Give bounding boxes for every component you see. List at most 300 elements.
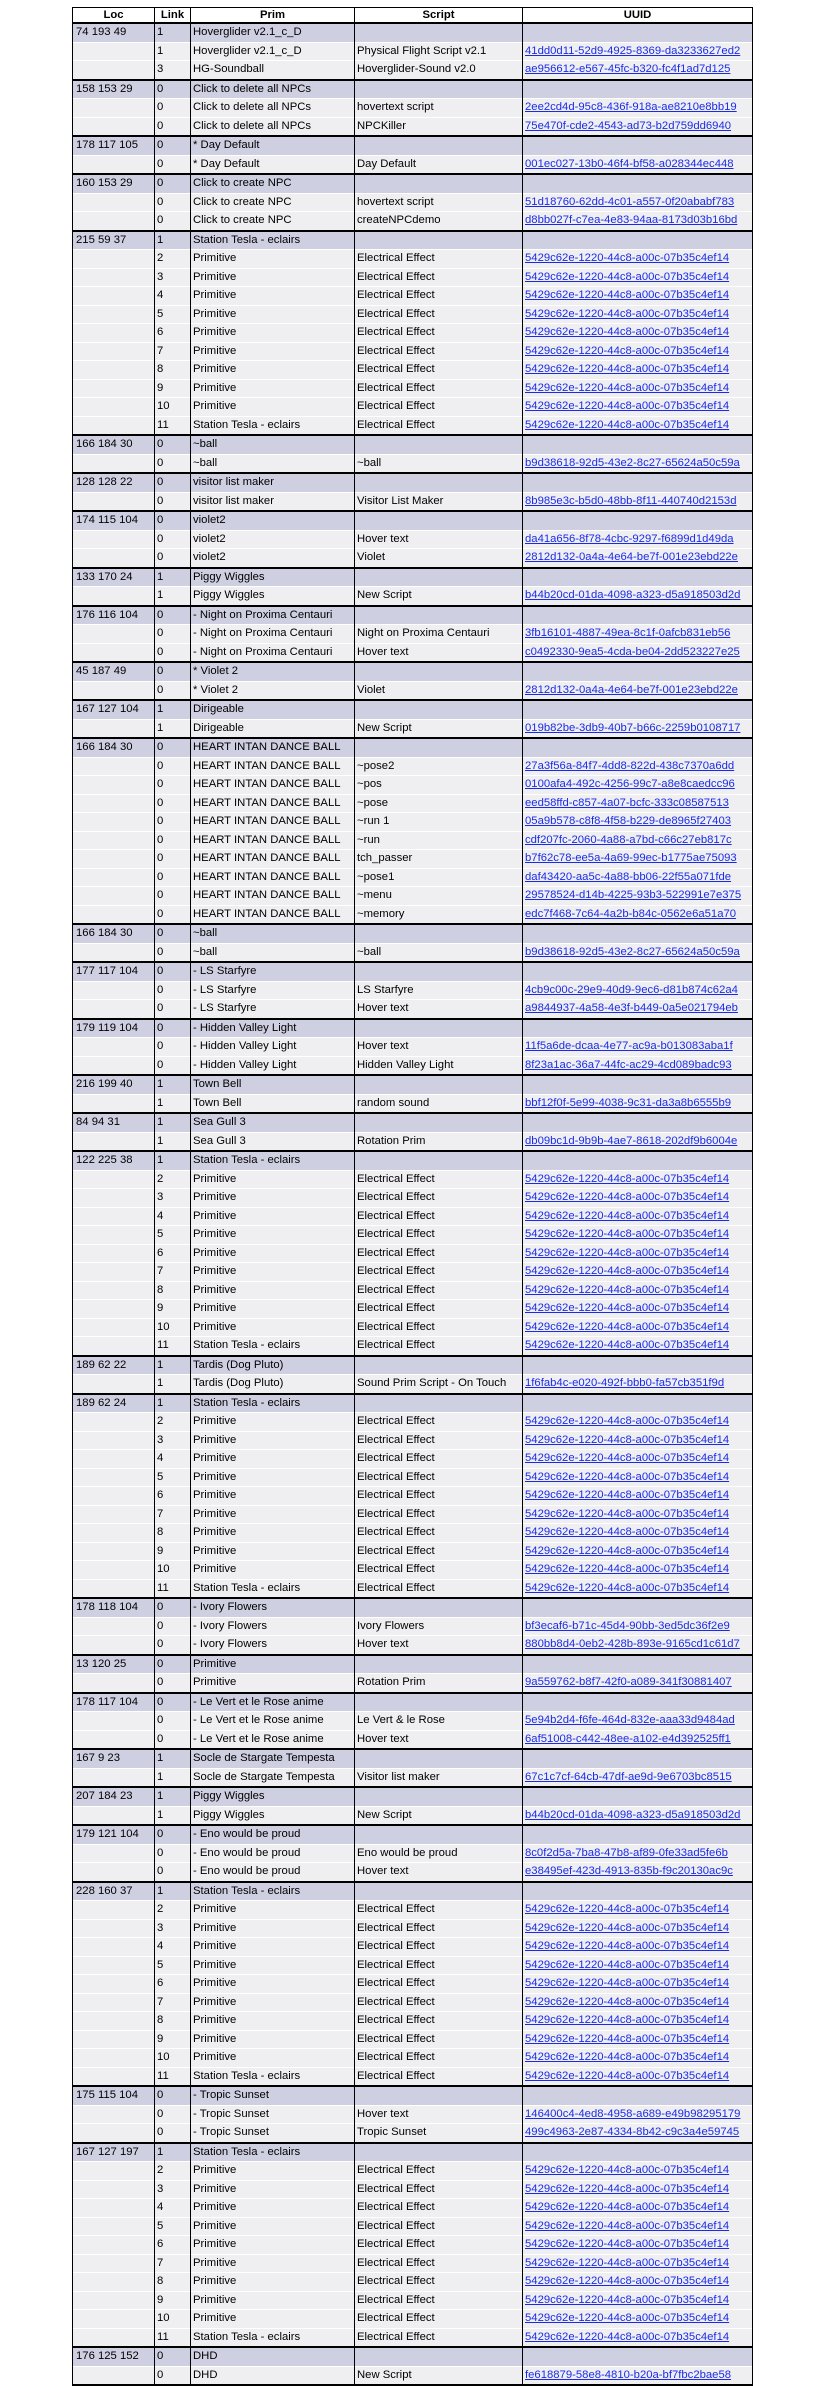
- uuid-link[interactable]: 8c0f2d5a-7ba8-47b8-af89-0fe33ad5fe6b: [525, 1846, 728, 1859]
- uuid-link[interactable]: 8b985e3c-b5d0-48bb-8f11-440740d2153d: [525, 494, 737, 507]
- script-cell: Electrical Effect: [355, 2199, 523, 2218]
- uuid-link[interactable]: 5429c62e-1220-44c8-a00c-07b35c4ef14: [525, 1209, 730, 1222]
- link-cell: 2: [155, 1413, 191, 1432]
- link-cell: 0: [155, 776, 191, 795]
- loc-cell: [73, 549, 155, 568]
- prim-cell: Socle de Stargate Tempesta: [191, 1749, 355, 1768]
- table-row: [73, 342, 753, 361]
- uuid-link[interactable]: 5429c62e-1220-44c8-a00c-07b35c4ef14: [525, 2201, 730, 2213]
- uuid-link[interactable]: 5429c62e-1220-44c8-a00c-07b35c4ef14: [525, 1246, 730, 1259]
- script-cell: Electrical Effect: [355, 2273, 523, 2292]
- script-cell: Electrical Effect: [355, 1542, 523, 1561]
- uuid-cell: [523, 776, 753, 795]
- table-row: [73, 1938, 753, 1957]
- link-cell: 1: [155, 1749, 191, 1768]
- loc-cell: [73, 155, 155, 174]
- uuid-cell: [523, 2291, 753, 2310]
- uuid-cell: [523, 287, 753, 306]
- script-cell: Physical Flight Script v2.1: [355, 42, 523, 61]
- script-cell: [355, 511, 523, 530]
- loc-cell: [73, 1975, 155, 1994]
- table-row: [73, 2236, 753, 2255]
- prim-cell: Station Tesla - eclairs: [191, 2143, 355, 2162]
- loc-cell: [73, 61, 155, 80]
- uuid-cell: [523, 1189, 753, 1208]
- uuid-link[interactable]: 5429c62e-1220-44c8-a00c-07b35c4ef14: [525, 1940, 730, 1952]
- loc-cell: [73, 1768, 155, 1787]
- uuid-link[interactable]: 5429c62e-1220-44c8-a00c-07b35c4ef14: [525, 2219, 730, 2232]
- uuid-cell: [523, 1019, 753, 1038]
- uuid-link[interactable]: 2ee2cd4d-95c8-436f-918a-ae8210e8bb19: [525, 101, 737, 113]
- uuid-link[interactable]: 019b82be-3db9-40b7-b66c-2259b0108717: [525, 721, 741, 734]
- link-cell: 1: [155, 1132, 191, 1151]
- link-cell: 1: [155, 1075, 191, 1094]
- link-cell: 8: [155, 1524, 191, 1543]
- uuid-link[interactable]: 5429c62e-1220-44c8-a00c-07b35c4ef14: [525, 307, 730, 320]
- uuid-cell: [523, 831, 753, 850]
- link-cell: 0: [155, 193, 191, 212]
- link-cell: 10: [155, 2310, 191, 2329]
- script-cell: ~memory: [355, 905, 523, 924]
- link-cell: 1: [155, 2143, 191, 2162]
- uuid-link[interactable]: 5429c62e-1220-44c8-a00c-07b35c4ef14: [525, 1977, 730, 1989]
- uuid-link[interactable]: 5429c62e-1220-44c8-a00c-07b35c4ef14: [525, 1433, 730, 1446]
- script-cell: [355, 435, 523, 454]
- uuid-link[interactable]: 5429c62e-1220-44c8-a00c-07b35c4ef14: [525, 326, 730, 338]
- link-cell: 9: [155, 1300, 191, 1319]
- uuid-link[interactable]: 0100afa4-492c-4256-99c7-a8e8caedcc96: [525, 778, 735, 790]
- script-cell: Electrical Effect: [355, 1524, 523, 1543]
- prim-cell: Primitive: [191, 2310, 355, 2329]
- script-cell: Electrical Effect: [355, 1170, 523, 1189]
- uuid-link[interactable]: 75e470f-cde2-4543-ad73-b2d759dd6940: [525, 119, 732, 132]
- column-header-uuid: UUID: [523, 8, 753, 24]
- link-cell: 5: [155, 2217, 191, 2236]
- table-row: [73, 2124, 753, 2143]
- uuid-cell: [523, 2030, 753, 2049]
- group-header-row: [73, 2086, 753, 2105]
- table-row: [73, 1244, 753, 1263]
- uuid-link[interactable]: 5429c62e-1220-44c8-a00c-07b35c4ef14: [525, 2256, 730, 2269]
- report-container: [72, 7, 752, 2386]
- script-cell: New Script: [355, 1806, 523, 1825]
- prim-cell: Primitive: [191, 1655, 355, 1674]
- link-cell: 8: [155, 2273, 191, 2292]
- prim-cell: Click to delete all NPCs: [191, 99, 355, 118]
- link-cell: 0: [155, 1674, 191, 1693]
- loc-cell: [73, 1919, 155, 1938]
- uuid-link[interactable]: d8bb027f-c7ea-4e83-94aa-8173d03b16bd: [525, 214, 738, 226]
- uuid-link[interactable]: 5429c62e-1220-44c8-a00c-07b35c4ef14: [525, 2182, 730, 2195]
- uuid-link[interactable]: 5429c62e-1220-44c8-a00c-07b35c4ef14: [525, 2238, 730, 2250]
- link-cell: 0: [155, 99, 191, 118]
- uuid-link[interactable]: 5429c62e-1220-44c8-a00c-07b35c4ef14: [525, 2069, 730, 2082]
- uuid-link[interactable]: b44b20cd-01da-4098-a323-d5a918503d2d: [525, 1808, 741, 1821]
- uuid-link[interactable]: 51d18760-62dd-4c01-a557-0f20ababf783: [525, 195, 735, 208]
- script-cell: Electrical Effect: [355, 1487, 523, 1506]
- uuid-cell: [523, 606, 753, 625]
- loc-cell: [73, 1318, 155, 1337]
- column-header-link: Link: [155, 8, 191, 24]
- prim-cell: HG-Soundball: [191, 61, 355, 80]
- table-row: [73, 1413, 753, 1432]
- uuid-cell: [523, 2236, 753, 2255]
- uuid-link[interactable]: 5429c62e-1220-44c8-a00c-07b35c4ef14: [525, 270, 730, 283]
- script-cell: ~pose1: [355, 868, 523, 887]
- prim-cell: Primitive: [191, 250, 355, 269]
- loc-cell: 133 170 24: [73, 568, 155, 587]
- prim-cell: Primitive: [191, 1956, 355, 1975]
- prim-cell: - LS Starfyre: [191, 962, 355, 981]
- loc-cell: [73, 1000, 155, 1019]
- uuid-link[interactable]: 5429c62e-1220-44c8-a00c-07b35c4ef14: [525, 1581, 730, 1594]
- loc-cell: [73, 2162, 155, 2181]
- prim-cell: - Hidden Valley Light: [191, 1038, 355, 1057]
- uuid-cell: [523, 454, 753, 473]
- uuid-link[interactable]: 5429c62e-1220-44c8-a00c-07b35c4ef14: [525, 1283, 730, 1296]
- uuid-link[interactable]: 2812d132-0a4a-4e64-be7f-001e23ebd22e: [525, 683, 738, 696]
- loc-cell: [73, 1413, 155, 1432]
- script-cell: Electrical Effect: [355, 2310, 523, 2329]
- uuid-link[interactable]: bf3ecaf6-b71c-45d4-90bb-3ed5dc36f2e9: [525, 1619, 730, 1632]
- uuid-link[interactable]: b9d38618-92d5-43e2-8c27-65624a50c59a: [525, 945, 740, 958]
- script-cell: Electrical Effect: [355, 1207, 523, 1226]
- group-header-row: [73, 80, 753, 99]
- script-cell: Electrical Effect: [355, 1901, 523, 1920]
- loc-cell: [73, 99, 155, 118]
- prim-cell: Primitive: [191, 1189, 355, 1208]
- loc-cell: [73, 1730, 155, 1749]
- uuid-link[interactable]: bbf12f0f-5e99-4038-9c31-da3a8b6555b9: [525, 1096, 732, 1109]
- link-cell: 0: [155, 1730, 191, 1749]
- link-cell: 0: [155, 1825, 191, 1844]
- prim-cell: Primitive: [191, 1938, 355, 1957]
- uuid-link[interactable]: 499c4963-2e87-4334-8b42-c9c3a4e59745: [525, 2126, 740, 2138]
- uuid-link[interactable]: 5429c62e-1220-44c8-a00c-07b35c4ef14: [525, 252, 730, 264]
- table-row: [73, 1226, 753, 1245]
- uuid-cell: [523, 587, 753, 606]
- loc-cell: [73, 268, 155, 287]
- prim-cell: ~ball: [191, 943, 355, 962]
- link-cell: 11: [155, 2067, 191, 2086]
- script-cell: New Script: [355, 587, 523, 606]
- uuid-link[interactable]: 4cb9c00c-29e9-40d9-9ec6-d81b874c62a4: [525, 983, 738, 996]
- prim-cell: Primitive: [191, 1919, 355, 1938]
- loc-cell: [73, 850, 155, 869]
- script-cell: Night on Proxima Centauri: [355, 625, 523, 644]
- prim-cell: Primitive: [191, 1263, 355, 1282]
- uuid-cell: [523, 757, 753, 776]
- table-row: [73, 981, 753, 1000]
- uuid-cell: [523, 1561, 753, 1580]
- table-row: [73, 1768, 753, 1787]
- group-header-row: [73, 1075, 753, 1094]
- uuid-link[interactable]: 5429c62e-1220-44c8-a00c-07b35c4ef14: [525, 1903, 730, 1915]
- uuid-link[interactable]: c0492330-9ea5-4cda-be04-2dd523227e25: [525, 645, 740, 658]
- uuid-link[interactable]: b7f62c78-ee5a-4a69-99ec-b1775ae75093: [525, 852, 737, 864]
- uuid-link[interactable]: 2812d132-0a4a-4e64-be7f-001e23ebd22e: [525, 551, 738, 563]
- uuid-link[interactable]: edc7f468-7c64-4a2b-b84c-0562e6a51a70: [525, 907, 737, 920]
- script-cell: Day Default: [355, 155, 523, 174]
- script-cell: Hover text: [355, 2105, 523, 2124]
- uuid-link[interactable]: cdf207fc-2060-4a88-a7bd-c66c27eb817c: [525, 833, 732, 846]
- script-cell: Hover text: [355, 1000, 523, 1019]
- table-row: [73, 2217, 753, 2236]
- prim-cell: ~ball: [191, 435, 355, 454]
- uuid-link[interactable]: 6af51008-c442-48ee-a102-e4d392525ff1: [525, 1732, 731, 1745]
- link-cell: 0: [155, 511, 191, 530]
- uuid-cell: [523, 511, 753, 530]
- table-row: [73, 1056, 753, 1075]
- uuid-link[interactable]: 3fb16101-4887-49ea-8c1f-0afcb831eb56: [525, 627, 731, 639]
- uuid-link[interactable]: 5429c62e-1220-44c8-a00c-07b35c4ef14: [525, 1320, 730, 1333]
- loc-cell: 178 117 105: [73, 136, 155, 155]
- uuid-link[interactable]: 5429c62e-1220-44c8-a00c-07b35c4ef14: [525, 381, 730, 394]
- uuid-link[interactable]: 9a559762-b8f7-42f0-a089-341f30881407: [525, 1676, 732, 1688]
- script-cell: Electrical Effect: [355, 1505, 523, 1524]
- link-cell: 0: [155, 1693, 191, 1712]
- prim-cell: Primitive: [191, 324, 355, 343]
- loc-cell: [73, 342, 155, 361]
- prim-cell: Primitive: [191, 1300, 355, 1319]
- uuid-cell: [523, 2012, 753, 2031]
- link-cell: 10: [155, 398, 191, 417]
- uuid-link[interactable]: 11f5a6de-dcaa-4e77-ac9a-b013083aba1f: [525, 1040, 733, 1052]
- uuid-link[interactable]: a9844937-4a58-4e3f-b449-0a5e021794eb: [525, 1002, 738, 1014]
- prim-cell: violet2: [191, 511, 355, 530]
- script-cell: [355, 1075, 523, 1094]
- uuid-cell: [523, 2273, 753, 2292]
- uuid-link[interactable]: 880bb8d4-0eb2-428b-893e-9165cd1c61d7: [525, 1638, 740, 1650]
- uuid-cell: [523, 2347, 753, 2366]
- link-cell: 3: [155, 1431, 191, 1450]
- prim-cell: Primitive: [191, 268, 355, 287]
- loc-cell: [73, 681, 155, 700]
- uuid-link[interactable]: 67c1c7cf-64cb-47df-ae9d-9e6703bc8515: [525, 1770, 732, 1783]
- group-header-row: [73, 1598, 753, 1617]
- uuid-link[interactable]: 5429c62e-1220-44c8-a00c-07b35c4ef14: [525, 418, 730, 431]
- table-row: [73, 117, 753, 136]
- script-cell: Electrical Effect: [355, 416, 523, 435]
- prim-cell: Primitive: [191, 305, 355, 324]
- uuid-link[interactable]: 5429c62e-1220-44c8-a00c-07b35c4ef14: [525, 2051, 730, 2063]
- uuid-link[interactable]: 5429c62e-1220-44c8-a00c-07b35c4ef14: [525, 1191, 730, 1203]
- script-cell: Electrical Effect: [355, 268, 523, 287]
- script-cell: Electrical Effect: [355, 1244, 523, 1263]
- link-cell: 1: [155, 23, 191, 42]
- loc-cell: [73, 42, 155, 61]
- link-cell: 0: [155, 1844, 191, 1863]
- uuid-link[interactable]: 5e94b2d4-f6fe-464d-832e-aaa33d9484ad: [525, 1714, 735, 1726]
- uuid-link[interactable]: 5429c62e-1220-44c8-a00c-07b35c4ef14: [525, 400, 730, 412]
- script-cell: Electrical Effect: [355, 1468, 523, 1487]
- script-cell: Violet: [355, 549, 523, 568]
- uuid-cell: [523, 887, 753, 906]
- prim-cell: Primitive: [191, 287, 355, 306]
- group-header-row: [73, 662, 753, 681]
- uuid-link[interactable]: 05a9b578-c8f8-4f58-b229-de8965f27403: [525, 815, 732, 827]
- uuid-link[interactable]: 5429c62e-1220-44c8-a00c-07b35c4ef14: [525, 1415, 730, 1427]
- table-row: [73, 1993, 753, 2012]
- script-cell: Le Vert & le Rose: [355, 1712, 523, 1731]
- uuid-link[interactable]: 5429c62e-1220-44c8-a00c-07b35c4ef14: [525, 1489, 730, 1501]
- link-cell: 0: [155, 662, 191, 681]
- uuid-link[interactable]: 5429c62e-1220-44c8-a00c-07b35c4ef14: [525, 2312, 730, 2324]
- uuid-link[interactable]: 146400c4-4ed8-4958-a689-e49b98295179: [525, 2107, 741, 2120]
- table-row: [73, 868, 753, 887]
- prim-cell: Primitive: [191, 1207, 355, 1226]
- loc-cell: [73, 305, 155, 324]
- loc-cell: [73, 943, 155, 962]
- uuid-link[interactable]: daf43420-aa5c-4a88-bb06-22f55a071fde: [525, 870, 732, 883]
- uuid-link[interactable]: ae956612-e567-45fc-b320-fc4f1ad7d125: [525, 63, 731, 75]
- uuid-link[interactable]: 001ec027-13b0-46f4-bf58-a028344ec448: [525, 157, 734, 170]
- loc-cell: [73, 1938, 155, 1957]
- table-row: [73, 1844, 753, 1863]
- uuid-link[interactable]: 5429c62e-1220-44c8-a00c-07b35c4ef14: [525, 1921, 730, 1934]
- script-cell: [355, 1113, 523, 1132]
- script-cell: Electrical Effect: [355, 2217, 523, 2236]
- uuid-link[interactable]: 5429c62e-1220-44c8-a00c-07b35c4ef14: [525, 1339, 730, 1351]
- uuid-link[interactable]: 5429c62e-1220-44c8-a00c-07b35c4ef14: [525, 1228, 730, 1240]
- uuid-link[interactable]: 8f23a1ac-36a7-44fc-ac29-4cd089badc93: [525, 1058, 732, 1071]
- uuid-link[interactable]: 5429c62e-1220-44c8-a00c-07b35c4ef14: [525, 1544, 730, 1557]
- link-cell: 3: [155, 1189, 191, 1208]
- prim-cell: Click to create NPC: [191, 212, 355, 231]
- prim-cell: Station Tesla - eclairs: [191, 231, 355, 250]
- uuid-link[interactable]: b9d38618-92d5-43e2-8c27-65624a50c59a: [525, 456, 740, 469]
- prim-cell: HEART INTAN DANCE BALL: [191, 794, 355, 813]
- uuid-cell: [523, 1394, 753, 1413]
- uuid-cell: [523, 361, 753, 380]
- link-cell: 0: [155, 1598, 191, 1617]
- uuid-link[interactable]: 5429c62e-1220-44c8-a00c-07b35c4ef14: [525, 344, 730, 357]
- uuid-link[interactable]: b44b20cd-01da-4098-a323-d5a918503d2d: [525, 589, 741, 601]
- link-cell: 11: [155, 416, 191, 435]
- uuid-link[interactable]: db09bc1d-9b9b-4ae7-8618-202df9b6004e: [525, 1134, 738, 1147]
- uuid-cell: [523, 905, 753, 924]
- loc-cell: [73, 117, 155, 136]
- uuid-link[interactable]: 5429c62e-1220-44c8-a00c-07b35c4ef14: [525, 2275, 730, 2287]
- uuid-link[interactable]: 5429c62e-1220-44c8-a00c-07b35c4ef14: [525, 1507, 730, 1520]
- uuid-cell: [523, 2162, 753, 2181]
- uuid-link[interactable]: 5429c62e-1220-44c8-a00c-07b35c4ef14: [525, 1995, 730, 2008]
- uuid-cell: [523, 1919, 753, 1938]
- link-cell: 0: [155, 454, 191, 473]
- link-cell: 0: [155, 643, 191, 662]
- link-cell: 10: [155, 1318, 191, 1337]
- prim-cell: Piggy Wiggles: [191, 587, 355, 606]
- loc-cell: 158 153 29: [73, 80, 155, 99]
- uuid-link[interactable]: 5429c62e-1220-44c8-a00c-07b35c4ef14: [525, 2330, 730, 2343]
- link-cell: 1: [155, 1375, 191, 1394]
- prim-cell: - Tropic Sunset: [191, 2124, 355, 2143]
- table-row: [73, 361, 753, 380]
- link-cell: 4: [155, 1207, 191, 1226]
- table-row: [73, 193, 753, 212]
- table-row: [73, 1450, 753, 1469]
- uuid-link[interactable]: 5429c62e-1220-44c8-a00c-07b35c4ef14: [525, 1172, 730, 1185]
- prim-cell: ~ball: [191, 924, 355, 943]
- link-cell: 1: [155, 1113, 191, 1132]
- prim-cell: Station Tesla - eclairs: [191, 2328, 355, 2347]
- link-cell: 0: [155, 117, 191, 136]
- uuid-link[interactable]: 5429c62e-1220-44c8-a00c-07b35c4ef14: [525, 1563, 730, 1575]
- uuid-link[interactable]: 5429c62e-1220-44c8-a00c-07b35c4ef14: [525, 1470, 730, 1483]
- uuid-cell: [523, 1787, 753, 1806]
- link-cell: 0: [155, 943, 191, 962]
- uuid-link[interactable]: da41a656-8f78-4cbc-9297-f6899d1d49da: [525, 532, 734, 545]
- uuid-cell: [523, 1749, 753, 1768]
- uuid-link[interactable]: 5429c62e-1220-44c8-a00c-07b35c4ef14: [525, 1452, 730, 1464]
- uuid-cell: [523, 212, 753, 231]
- prim-cell: * Violet 2: [191, 662, 355, 681]
- group-header-row: [73, 1825, 753, 1844]
- uuid-cell: [523, 1337, 753, 1356]
- uuid-link[interactable]: fe618879-58e8-4810-b20a-bf7fbc2bae58: [525, 2368, 732, 2381]
- link-cell: 0: [155, 813, 191, 832]
- loc-cell: 175 115 104: [73, 2086, 155, 2105]
- loc-cell: [73, 1561, 155, 1580]
- uuid-link[interactable]: 5429c62e-1220-44c8-a00c-07b35c4ef14: [525, 2014, 730, 2026]
- uuid-link[interactable]: 5429c62e-1220-44c8-a00c-07b35c4ef14: [525, 2032, 730, 2045]
- uuid-link[interactable]: 27a3f56a-84f7-4dd8-822d-438c7370a6dd: [525, 759, 735, 772]
- prim-cell: Station Tesla - eclairs: [191, 1151, 355, 1170]
- uuid-link[interactable]: 5429c62e-1220-44c8-a00c-07b35c4ef14: [525, 2293, 730, 2306]
- link-cell: 6: [155, 1244, 191, 1263]
- script-cell: ~run 1: [355, 813, 523, 832]
- script-cell: [355, 1787, 523, 1806]
- uuid-cell: [523, 398, 753, 417]
- uuid-cell: [523, 924, 753, 943]
- prim-cell: Primitive: [191, 361, 355, 380]
- script-cell: Electrical Effect: [355, 2049, 523, 2068]
- uuid-link[interactable]: 5429c62e-1220-44c8-a00c-07b35c4ef14: [525, 1265, 730, 1277]
- loc-cell: 178 118 104: [73, 1598, 155, 1617]
- prim-cell: Primitive: [191, 2162, 355, 2181]
- uuid-cell: [523, 719, 753, 738]
- script-cell: Visitor List Maker: [355, 492, 523, 511]
- loc-cell: [73, 1056, 155, 1075]
- uuid-link[interactable]: 1f6fab4c-e020-492f-bbb0-fa57cb351f9d: [525, 1377, 725, 1389]
- link-cell: 3: [155, 61, 191, 80]
- uuid-link[interactable]: 5429c62e-1220-44c8-a00c-07b35c4ef14: [525, 1526, 730, 1538]
- table-row: [73, 1919, 753, 1938]
- uuid-link[interactable]: e38495ef-423d-4913-835b-f9c20130ac9c: [525, 1865, 733, 1877]
- prim-cell: Town Bell: [191, 1094, 355, 1113]
- uuid-cell: [523, 868, 753, 887]
- uuid-link[interactable]: 5429c62e-1220-44c8-a00c-07b35c4ef14: [525, 289, 730, 301]
- uuid-link[interactable]: 5429c62e-1220-44c8-a00c-07b35c4ef14: [525, 363, 730, 375]
- loc-cell: [73, 2236, 155, 2255]
- link-cell: 0: [155, 606, 191, 625]
- uuid-cell: [523, 1318, 753, 1337]
- uuid-link[interactable]: 5429c62e-1220-44c8-a00c-07b35c4ef14: [525, 1958, 730, 1971]
- loc-cell: [73, 1468, 155, 1487]
- uuid-link[interactable]: 5429c62e-1220-44c8-a00c-07b35c4ef14: [525, 2164, 730, 2176]
- uuid-link[interactable]: 29578524-d14b-4225-93b3-522991e7e375: [525, 889, 742, 901]
- uuid-link[interactable]: eed58ffd-c857-4a07-bcfc-333c08587513: [525, 796, 729, 809]
- loc-cell: 128 128 22: [73, 473, 155, 492]
- uuid-cell: [523, 1094, 753, 1113]
- loc-cell: [73, 1375, 155, 1394]
- uuid-cell: [523, 850, 753, 869]
- uuid-link[interactable]: 5429c62e-1220-44c8-a00c-07b35c4ef14: [525, 1302, 730, 1314]
- loc-cell: [73, 2124, 155, 2143]
- prim-cell: Dirigeable: [191, 719, 355, 738]
- uuid-link[interactable]: 41dd0d11-52d9-4925-8369-da3233627ed2: [525, 44, 741, 57]
- loc-cell: [73, 1038, 155, 1057]
